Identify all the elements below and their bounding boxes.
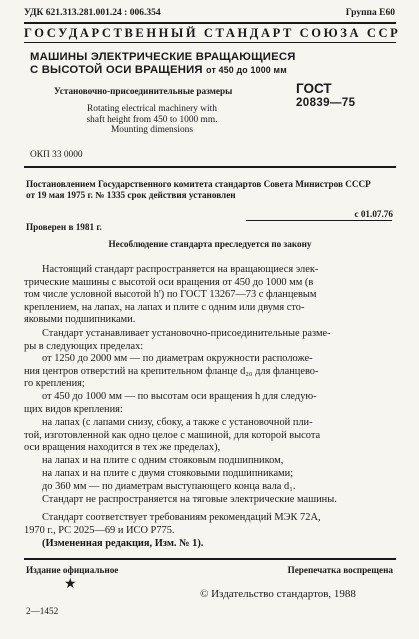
text-line: ры в следующих пределах: xyxy=(24,340,144,352)
text-line: от 450 до 1000 мм — по высотам оси вращения h для следую- xyxy=(42,391,317,402)
star-icon: ★ xyxy=(64,577,77,592)
text-line: яковыми подшипниками. xyxy=(24,314,136,326)
paragraph-limits-intro xyxy=(24,328,396,353)
checked-year: Проверен в 1981 г. xyxy=(26,222,102,232)
title-ru-line2 xyxy=(30,64,287,76)
text-line: ния центров отверстий на крепительном фланце d₂₀ для фланцево- xyxy=(24,365,319,377)
text-line: щих видов крепления: xyxy=(24,403,123,415)
text-line: том числе условной высотой h') по ГОСТ 13267—73 с фланцевым xyxy=(24,289,317,301)
paragraph-shaft-end xyxy=(24,481,396,506)
gost-number: 20839—75 xyxy=(296,97,356,109)
legal-warning: Несоблюдение стандарта преследуется по закону xyxy=(108,239,312,249)
paragraph-feet xyxy=(24,417,396,455)
group-code: Группа Е60 xyxy=(345,8,395,18)
title-ru-subtitle: Установочно-присоединительные размеры xyxy=(54,86,233,96)
title-en-line1: Rotating electrical machinery with xyxy=(87,104,217,114)
paragraph-iec xyxy=(24,512,396,537)
text-line: на лапах и на плите с одним стояковым подшипником, xyxy=(42,455,284,466)
paragraph-amendment xyxy=(24,538,396,551)
decree-line1: Постановлением Государственного комитета стандартов Совета Министров СССР xyxy=(26,179,371,189)
text-line: Настоящий стандарт распространяется на вращающиеся элек- xyxy=(42,264,319,275)
print-code: 2—1452 xyxy=(26,606,59,616)
official-edition: Издание официальное xyxy=(26,565,119,575)
okp-code: ОКП 33 0000 xyxy=(30,150,83,160)
text-line: Стандарт соответствует требованиям рекомендаций МЭК 72А, xyxy=(42,512,321,523)
title-en-line2: shaft height from 450 to 1000 mm. xyxy=(86,114,218,125)
title-rule xyxy=(24,166,396,168)
title-en xyxy=(72,104,232,136)
text-line: трические машины с высотой оси вращения от 450 до 1000 мм (в xyxy=(24,276,314,288)
paragraph-shaft-height xyxy=(24,391,396,416)
text-line: Стандарт устанавливает установочно-присоединительные разме- xyxy=(42,328,331,339)
text-line: 1970 г., РС 2025—69 и ИСО Р775. xyxy=(24,524,175,536)
decree-date: с 01.07.76 xyxy=(354,209,393,219)
banner-rule xyxy=(24,42,396,43)
text-line: от 1250 до 2000 мм — по диаметрам окружности расположе- xyxy=(42,353,313,364)
text-line: до 360 мм — по диаметрам выступающего конца вала d₁. xyxy=(42,481,296,492)
text-line: на лапах и на плите с двумя стояковыми подшипниками; xyxy=(42,467,294,479)
state-standard-banner: ГОСУДАРСТВЕННЫЙ СТАНДАРТ СОЮЗА ССР xyxy=(24,26,401,40)
gost-label: ГОСТ xyxy=(296,81,332,96)
footer-rule xyxy=(24,558,396,560)
paragraph-scope xyxy=(24,264,396,327)
udk-code: УДК 621.313.281.001.24 : 006.354 xyxy=(24,8,161,18)
date-underline xyxy=(246,220,392,221)
text-line: креплением, на лапах, на лапах и плите с одним или двумя сто- xyxy=(24,301,305,313)
text-line: на лапах (с лапами снизу, сбоку, а также с установочной пли- xyxy=(42,417,313,428)
paragraph-bearings xyxy=(24,455,396,480)
text-line: го крепления; xyxy=(24,378,85,390)
paragraph-flange xyxy=(24,353,396,391)
title-ru-line1: МАШИНЫ ЭЛЕКТРИЧЕСКИЕ ВРАЩАЮЩИЕСЯ xyxy=(30,51,296,63)
text-line: той, изготовленной как одно целое с машиной, для которой высота xyxy=(24,429,321,441)
amendment-note: (Измененная редакция, Изм. № 1). xyxy=(42,538,204,549)
title-ru-line2-range: от 450 до 1000 мм xyxy=(206,65,287,75)
reprint-prohibited: Перепечатка воспрещена xyxy=(287,565,393,575)
text-line: Стандарт не распространяется на тяговые электрические машины. xyxy=(42,493,337,505)
title-ru-line2-main: С ВЫСОТОЙ ОСИ ВРАЩЕНИЯ xyxy=(30,64,203,76)
decree-line2: от 19 мая 1975 г. № 1335 срок действия установлен xyxy=(26,190,236,200)
copyright: © Издательство стандартов, 1988 xyxy=(200,588,356,600)
title-en-line3: Mounting dimensions xyxy=(110,125,194,136)
top-rule xyxy=(24,22,396,24)
text-line: оси вращения находится в тех же пределах), xyxy=(24,442,221,454)
